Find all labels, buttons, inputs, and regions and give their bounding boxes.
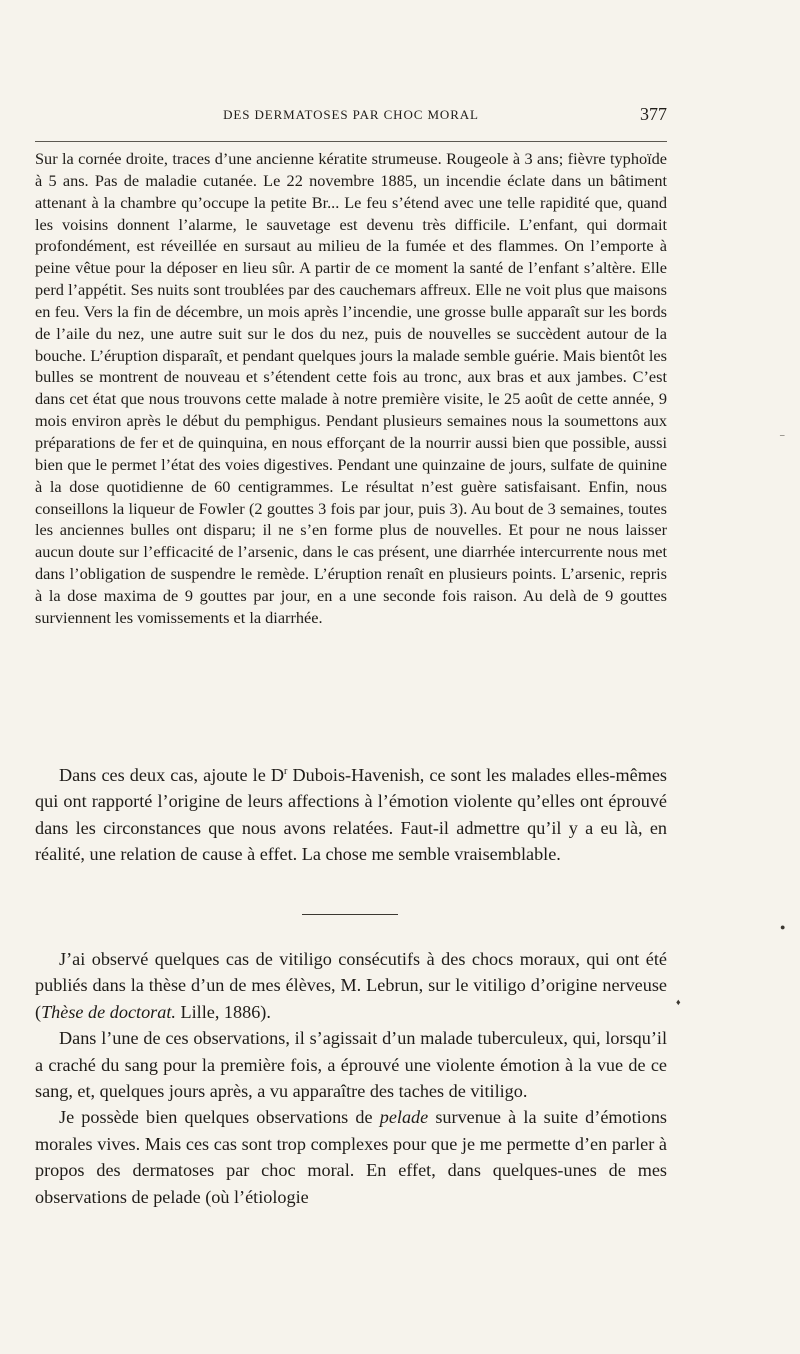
- case-paragraph: Dans l’une de ces observations, il s’agissait d’un malade tuberculeux, qui, lorsqu’il a craché du sang pour la première fois, a éprouvé une violente émotion à la vue de ce sang, et, quelques jours après, a vu apparaître des taches de vitiligo.: [35, 1028, 667, 1102]
- margin-dash: –: [780, 430, 785, 440]
- main-text-block: [35, 946, 667, 1210]
- header-rule: [35, 141, 667, 142]
- comment-block: [35, 762, 667, 868]
- vitiligo-text-start: J’ai observé quelques cas de vitiligo consécutifs à des chocs moraux, qui ont été publiés dans la thèse d’un de mes élèves, M. Lebrun, sur le vitiligo d’origine nerveuse (: [35, 949, 667, 1022]
- section-separator: [302, 914, 398, 915]
- vitiligo-paragraph: [35, 946, 667, 1025]
- running-title: DES DERMATOSES PAR CHOC MORAL: [223, 107, 479, 122]
- pelade-paragraph: [35, 1104, 667, 1210]
- comment-text-start: Dans ces deux cas, ajoute le D: [59, 765, 285, 785]
- pelade-text-end: survenue à la suite d’émotions morales vives. Mais ces cas sont trop complexes pour que je me permette d’en parler à propos des dermatoses par choc moral. En effet, dans quelques-unes de mes observations de pelade (où l’étiologie: [35, 1107, 668, 1207]
- pelade-term: pelade: [379, 1107, 429, 1128]
- observation-paragraph: Sur la cornée droite, traces d’une ancienne kératite strumeuse. Rougeole à 3 ans; fièvre typhoïde à 5 ans. Pas de maladie cutanée. Le 22 novembre 1885, un incendie éclate dans un bâtiment attenant à la chambre qu’occupe la petite Br... Le feu s’étend avec une telle rapidité que, quand les voisins donnent l’alarme, le sauvetage est devenu très difficile. L’enfant, qui dormait profondément, est réveillée en sursaut au milieu de la fumée et des flammes. On l’emporte à peine vêtue pour la déposer en lieu sûr. A partir de ce moment la santé de l’enfant s’altère. Elle perd l’appétit. Ses nuits sont troublées par des cauchemars affreux. Elle ne voit plus que maisons en feu. Vers la fin de décembre, un mois après l’incendie, une grosse bulle apparaît sur les bords de l’aile du nez, une autre suit sur le dos du nez, puis de nouvelles se succèdent autour de la bouche. L’éruption disparaît, et pendant quelques jours la malade semble guérie. Mais bientôt les bulles se montrent de nouveau et s’étendent cette fois au tronc, aux bras et aux jambes. C’est dans cet état que nous trouvons cette malade à notre première visite, le 25 août de cette année, 9 mois environ après le début du pemphigus. Pendant plusieurs semaines nous la soumettons aux préparations de fer et de quinquina, en nous efforçant de la nourrir aussi bien que possible, aussi bien que le permet l’état des voies digestives. Pendant une quinzaine de jours, sulfate de quinine à la dose quotidienne de 60 centigrammes. Le résultat n’est guère satisfaisant. Enfin, nous conseillons la liqueur de Fowler (2 gouttes 3 fois par jour, puis 3). Au bout de 3 semaines, toutes les anciennes bulles ont disparu; il ne s’en forme plus de nouvelles. Et pour ne nous laisser aucun doute sur l’efficacité de l’arsenic, dans le cas présent, une diarrhée intercurrente nous met dans l’obligation de suspendre le remède. L’éruption renaît en plusieurs points. L’arsenic, repris à la dose maxima de 9 gouttes par jour, en a une seconde fois raison. Au delà de 9 gouttes surviennent les vomissements et la diarrhée.: [35, 149, 667, 627]
- observation-block: [35, 148, 667, 629]
- comment-paragraph: [35, 762, 667, 868]
- margin-mark: ♦: [676, 997, 681, 1007]
- comment-text-end: Dubois-Havenish, ce sont les malades elles-mêmes qui ont rapporté l’origine de leurs affections à l’émotion violente qu’elles ont éprouvé dans les circonstances que nous avons relatées. Faut-il admettre qu’il y a eu là, en réalité, une relation de cause à effet. La chose me semble vraisemblable.: [35, 765, 667, 865]
- thesis-citation: Thèse de doctorat.: [41, 1001, 176, 1022]
- doctor-superscript: r: [284, 765, 288, 777]
- page-number: 377: [640, 104, 667, 124]
- vitiligo-text-end: Lille, 1886).: [175, 1001, 271, 1022]
- margin-dot: ●: [780, 922, 786, 932]
- pelade-text-start: Je possède bien quelques observations de: [59, 1107, 380, 1128]
- running-header: [35, 103, 667, 129]
